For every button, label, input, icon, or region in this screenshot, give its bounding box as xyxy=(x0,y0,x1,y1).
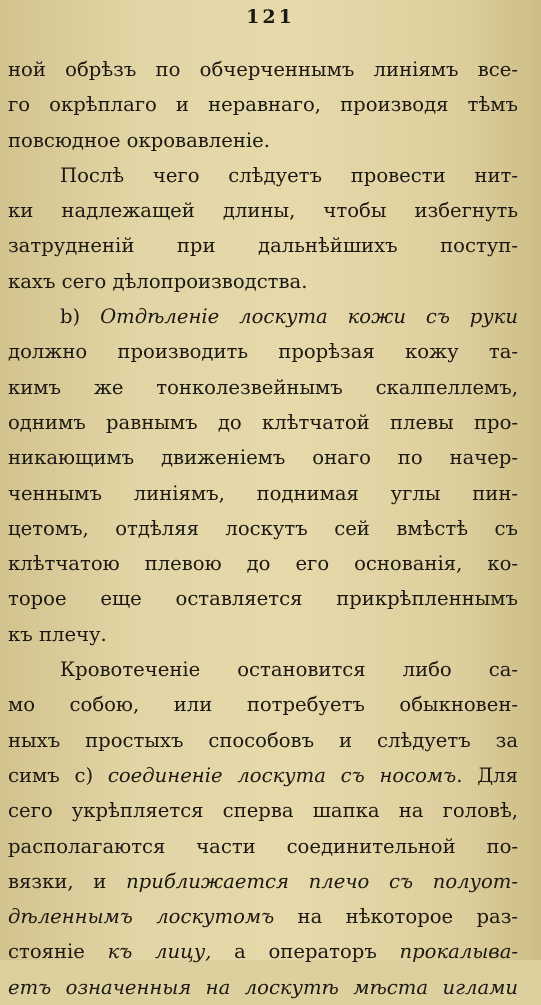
italic-text-segment: приближается плечо съ полуот- xyxy=(126,869,518,893)
text-segment: однимъ равнымъ до клѣтчатой плевы про- xyxy=(8,410,518,434)
text-line xyxy=(8,652,518,687)
text-line xyxy=(8,617,518,652)
text-line xyxy=(8,87,518,122)
text-segment: повсюдное окровавленіе. xyxy=(8,128,270,152)
text-segment: го окрѣплаго и неравнаго, производя тѣмъ xyxy=(8,93,518,117)
text-segment: никающимъ движеніемъ онаго по начер- xyxy=(8,446,518,470)
text-segment: сего укрѣпляется сперва шапка на головѣ, xyxy=(8,799,518,823)
text-segment: клѣтчатою плевою до его основанія, ко- xyxy=(8,552,518,576)
text-line xyxy=(8,440,518,475)
text-line xyxy=(8,334,518,369)
text-line xyxy=(8,934,518,969)
text-line xyxy=(8,793,518,828)
text-segment: Послѣ чего слѣдуетъ провести нит- xyxy=(60,163,518,187)
text-line xyxy=(8,581,518,616)
text-segment: симъ c) xyxy=(8,763,108,787)
text-segment: вязки, и xyxy=(8,869,127,893)
text-segment: затрудненій при дальнѣйшихъ поступ- xyxy=(8,234,518,258)
text-line xyxy=(8,723,518,758)
italic-text-segment: дѣленнымъ лоскутомъ xyxy=(8,905,275,929)
text-line xyxy=(8,970,518,1005)
text-segment: мо собою, или потребуетъ обыкновен- xyxy=(8,693,518,717)
text-line xyxy=(8,299,518,334)
text-segment: стояніе xyxy=(8,940,108,964)
text-line xyxy=(8,829,518,864)
text-line xyxy=(8,228,518,263)
text-line xyxy=(8,405,518,440)
text-line xyxy=(8,864,518,899)
text-segment: Для xyxy=(462,763,518,787)
text-segment: должно производить прорѣзая кожу та- xyxy=(8,340,518,364)
text-segment: ныхъ простыхъ способовъ и слѣдуетъ за xyxy=(8,728,518,752)
italic-text-segment: Отдѣленіе лоскута кожи съ руки xyxy=(100,305,519,329)
text-line xyxy=(8,687,518,722)
text-segment: на нѣкоторое раз- xyxy=(274,905,519,929)
text-line xyxy=(8,511,518,546)
text-line xyxy=(8,899,518,934)
text-segment: b) xyxy=(60,305,101,329)
text-segment: кимъ же тонколезвейнымъ скалпеллемъ, xyxy=(8,375,518,399)
text-line xyxy=(8,52,518,87)
text-segment: цетомъ, отдѣляя лоскутъ сей вмѣстѣ съ xyxy=(8,516,518,540)
text-line xyxy=(8,476,518,511)
text-line xyxy=(8,264,518,299)
text-line xyxy=(8,758,518,793)
text-segment: ной обрѣзъ по обчерченнымъ линіямъ все- xyxy=(8,58,518,81)
text-line xyxy=(8,546,518,581)
text-segment: располагаются части соединительной по- xyxy=(8,834,518,858)
text-line xyxy=(8,193,518,228)
text-segment: а операторъ xyxy=(211,940,400,964)
text-line xyxy=(8,123,518,158)
italic-text-segment: къ лицу, xyxy=(107,940,212,964)
text-segment: ки надлежащей длины, чтобы избегнуть xyxy=(8,199,518,223)
italic-text-segment: етъ означенныя на лоскутѣ мѣста иглами xyxy=(8,975,518,999)
page-body-text xyxy=(8,52,518,1005)
italic-text-segment: соединеніе лоскута съ носомъ. xyxy=(107,763,463,787)
page-number: 121 xyxy=(246,6,295,28)
italic-text-segment: прокалыва- xyxy=(399,940,518,964)
text-line xyxy=(8,158,518,193)
text-line xyxy=(8,370,518,405)
text-segment: ченнымъ линіямъ, поднимая углы пин- xyxy=(8,481,518,505)
text-segment: торое еще оставляется прикрѣпленнымъ xyxy=(8,587,518,611)
text-segment: къ плечу. xyxy=(8,622,107,646)
text-segment: Кровотеченіе остановится либо са- xyxy=(60,658,518,682)
text-segment: кахъ сего дѣлопроизводства. xyxy=(8,269,308,293)
